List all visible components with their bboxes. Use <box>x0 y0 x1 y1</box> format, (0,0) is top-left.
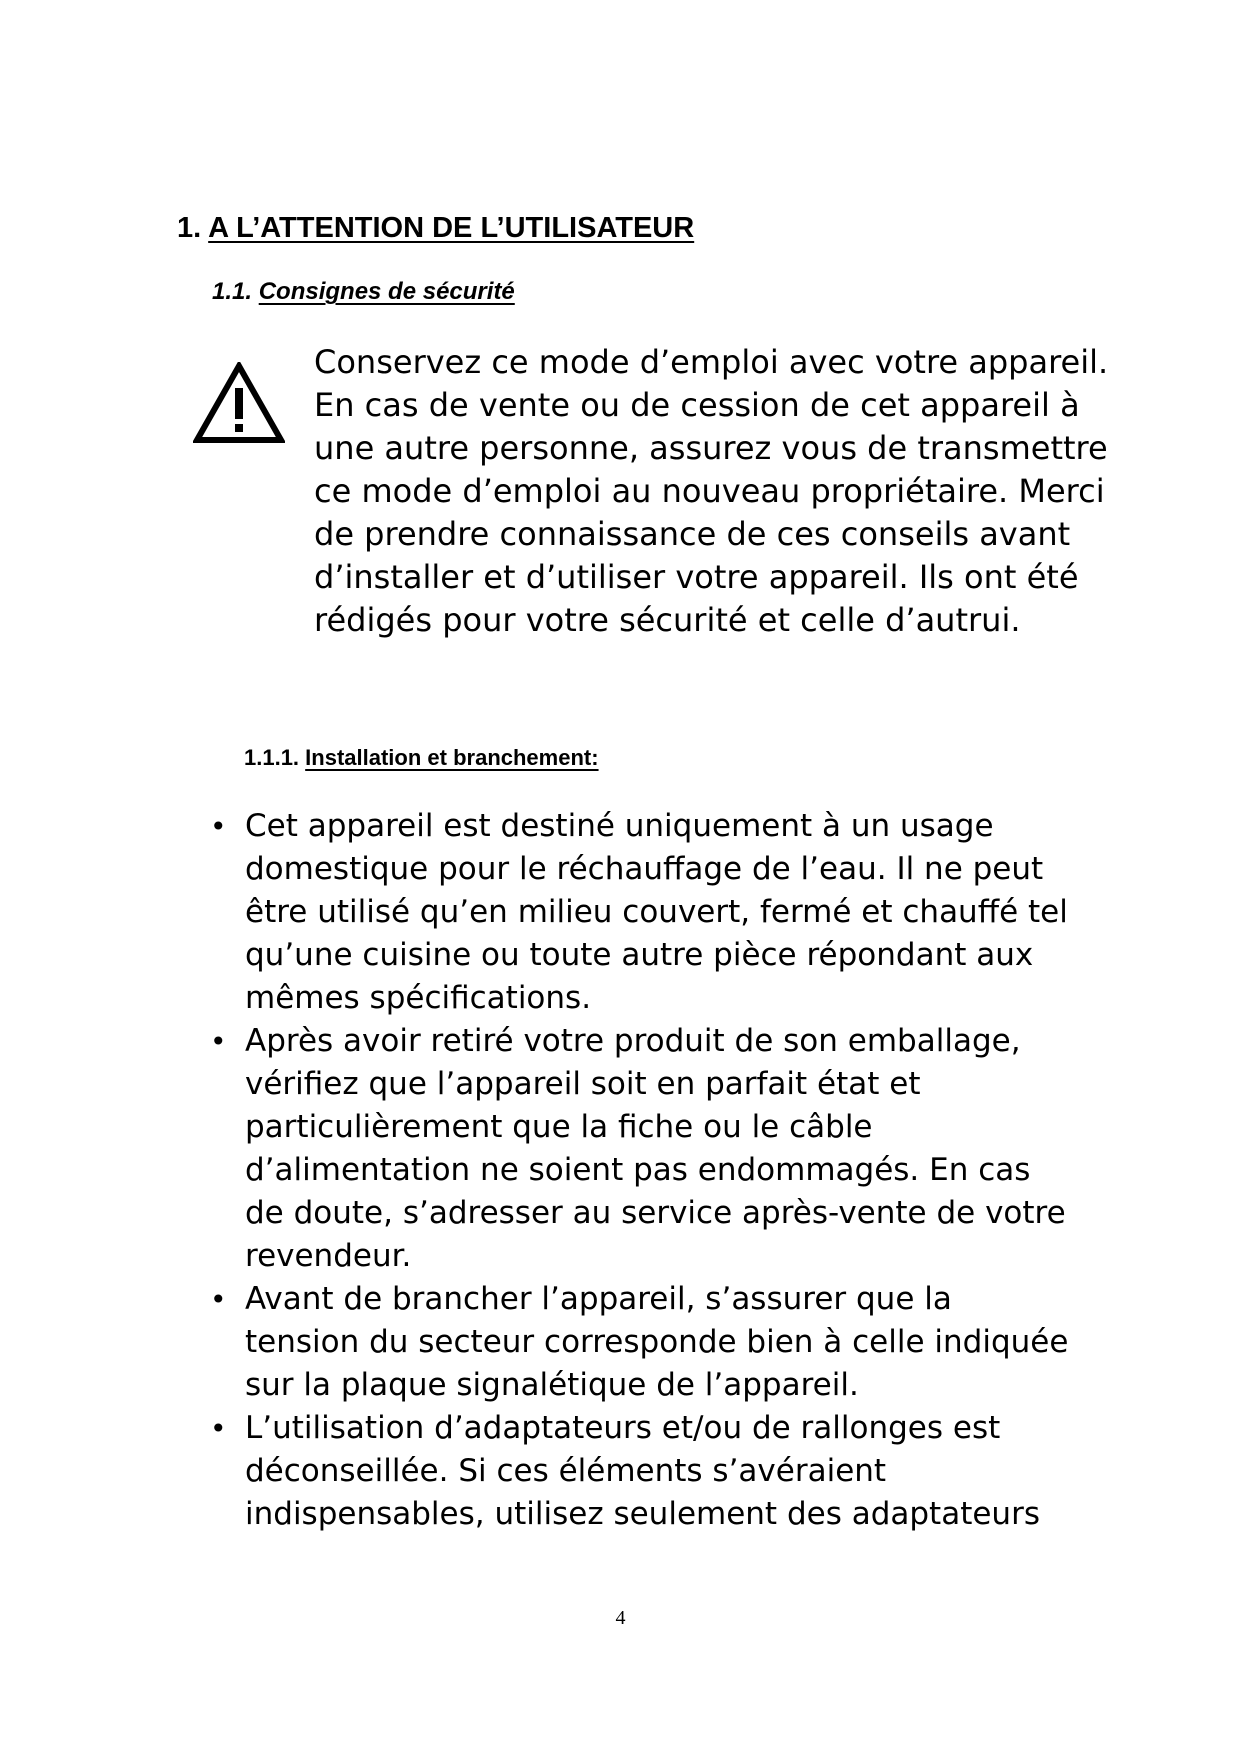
intro-paragraph <box>314 341 1109 642</box>
intro-line: Conservez ce mode d’emploi avec votre appareil. <box>314 343 1109 381</box>
intro-line: d’installer et d’utiliser votre appareil. Ils ont été <box>314 558 1079 596</box>
warning-triangle-icon <box>193 362 285 444</box>
list-item-text: L’utilisation d’adaptateurs et/ou de rallonges est déconseillée. Si ces éléments s’avéraient indispensables, utilisez seulement des adaptateurs <box>245 1410 1040 1532</box>
list-item-text: Cet appareil est destiné uniquement à un usage domestique pour le réchauffage de l’eau. Il ne peut être utilisé qu’en milieu couvert, fermé et chauffé tel qu’une cuisine ou toute autre pièce répondant aux mêmes spécifications. <box>245 808 1068 1016</box>
bullet-icon: • <box>210 1283 227 1316</box>
section-heading-title: A L’ATTENTION DE L’UTILISATEUR <box>208 212 695 244</box>
intro-line: une autre personne, assurez vous de transmettre <box>314 429 1108 467</box>
intro-line: rédigés pour votre sécurité et celle d’autrui. <box>314 601 1021 639</box>
subsection-heading-number: 1.1. <box>212 278 253 305</box>
safety-bullet-list <box>210 805 1070 1536</box>
bullet-icon: • <box>210 1412 227 1445</box>
bullet-icon: • <box>210 810 227 843</box>
section-heading <box>177 212 694 245</box>
subsection-heading-title: Consignes de sécurité <box>258 278 515 305</box>
intro-line: ce mode d’emploi au nouveau propriétaire. Merci <box>314 472 1105 510</box>
intro-line: En cas de vente ou de cession de cet appareil à <box>314 386 1080 424</box>
list-item <box>210 1278 1070 1407</box>
subsection-heading <box>212 278 515 306</box>
subsubsection-heading-title: Installation et branchement: <box>305 745 599 770</box>
intro-line: de prendre connaissance de ces conseils avant <box>314 515 1071 553</box>
section-heading-number: 1. <box>177 212 202 244</box>
bullet-icon: • <box>210 1025 227 1058</box>
list-item <box>210 1407 1070 1536</box>
page-number: 4 <box>615 1607 626 1629</box>
list-item-text: Après avoir retiré votre produit de son emballage, vérifiez que l’appareil soit en parfait état et particulièrement que la fiche ou le câble d’alimentation ne soient pas endommagés. En cas de doute, s’adresser au service après-vente de votre revendeur. <box>245 1023 1066 1274</box>
list-item-text: Avant de brancher l’appareil, s’assurer que la tension du secteur corresponde bien à celle indiquée sur la plaque signalétique de l’appareil. <box>245 1281 1069 1403</box>
list-item <box>210 1020 1070 1278</box>
list-item <box>210 805 1070 1020</box>
subsubsection-heading <box>244 745 599 771</box>
subsubsection-heading-number: 1.1.1. <box>244 745 300 770</box>
